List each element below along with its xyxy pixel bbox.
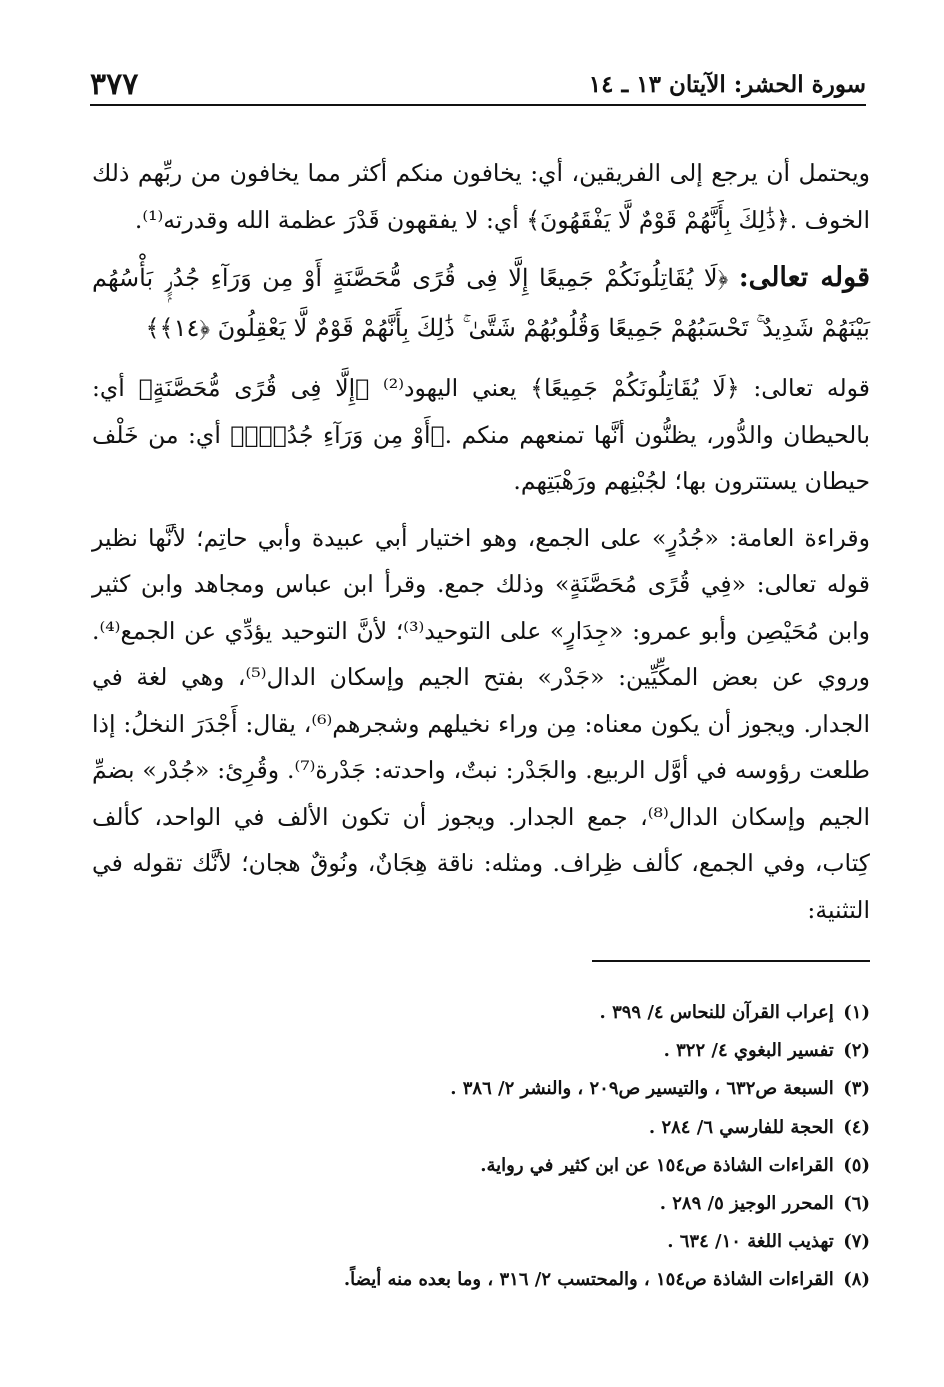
footnote-number: (٣) <box>843 1078 870 1100</box>
footnote-number: (٧) <box>843 1231 870 1253</box>
footnote-item <box>92 1147 870 1185</box>
footnote-item <box>92 1109 870 1147</box>
footnote-number: (٤) <box>843 1116 870 1138</box>
paragraph-2: قوله تعالى: ﴿لَا يُقَاتِلُونَكُمْ جَمِيعًا﴾ يعني اليهود⁽²⁾ ﴿إِلَّا فِى قُرًى مُّحَصَّنَةٍ﴾ أي: بالحيطان والدُّور، يظنُّون أنَّها تمنعهم منكم .﴿أَوْ مِن وَرَآءِ جُدُرٍۭ﴾ أي: من خَلْف حيطان يستترون بها؛ لجُبْنِهم ورَهْبَتِهم. <box>92 374 870 495</box>
paragraph-3: وقراءة العامة: «جُدُرٍ» على الجمع، وهو اختيار أبي عبيدة وأبي حاتِم؛ لأنَّها نظير قوله تعالى: «فِي قُرًى مُحَصَّنَةٍ» وذلك جمع. وقرأ ابن عباس ومجاهد وابن كثير وابن مُحَيْصِن وأبو عمرو: «جِدَارٍ» على التوحيد⁽³⁾؛ لأنَّ التوحيد يؤدِّي عن الجمع⁽⁴⁾. وروي عن بعض المكِّيِّين: «جَدْر» بفتح الجيم وإسكان الدال⁽⁵⁾، وهي لغة في الجدار. ويجوز أن يكون معناه: مِن وراء نخيلهم وشجرهم⁽⁶⁾، يقال: أَجْدَرَ النخلُ: إذا طلعت رؤوسه في أوَّل الربيع. والجَدْر: نبتٌ، واحدته: جَدْرة⁽⁷⁾. وقُرِئ: «جُدْر» بضمِّ الجيم وإسكان الدال⁽⁸⁾، جمع الجدار. ويجوز أن تكون الألف في الواحد، كألف كِتاب، وفي الجمع، كألف ظِراف. ومثله: ناقة هِجَانٌ، ونُوقٌ هجان؛ لأنَّك تقوله في التثنية: <box>92 523 870 924</box>
footnote-item <box>92 994 870 1032</box>
running-title: سورة الحشر: الآيتان ١٣ ـ ١٤ <box>588 71 866 98</box>
footnote-number: (٦) <box>843 1193 870 1215</box>
footnote-item <box>92 1185 870 1223</box>
footnote-number: (٥) <box>843 1154 870 1176</box>
footnote-text: إعراب القرآن للنحاس ٤/ ٣٩٩ . <box>599 1002 834 1023</box>
page-header <box>90 58 866 106</box>
footnote-text: السبعة ص٦٣٢ ، والتيسير ص٢٠٩ ، والنشر ٢/ ٣٨٦ . <box>450 1078 834 1100</box>
page-number: ٣٧٧ <box>90 67 139 102</box>
verse-block <box>92 253 870 353</box>
footnote-text: تهذيب اللغة ١٠/ ٦٣٤ . <box>667 1231 834 1253</box>
footnotes-list <box>92 994 870 1300</box>
verse-lead: قوله تعالى: <box>738 262 870 293</box>
footnote-number: (٨) <box>843 1269 870 1291</box>
footnote-item <box>92 1261 870 1299</box>
footnote-text: تفسير البغوي ٤/ ٣٢٢ . <box>663 1040 834 1062</box>
footnote-text: القراءات الشاذة ص١٥٤ ، والمحتسب ٢/ ٣١٦ ، وما بعده منه أيضاً. <box>343 1269 834 1291</box>
footnote-separator <box>592 960 870 962</box>
footnote-number: (١) <box>843 1002 870 1023</box>
footnote-text: الحجة للفارسي ٦/ ٢٨٤ . <box>648 1116 834 1138</box>
quran-verse: ﴿لَا يُقَاتِلُونَكُمْ جَمِيعًا إِلَّا فِى قُرًى مُّحَصَّنَةٍ أَوْ مِن وَرَآءِ جُدُرٍۭ بَأْسُهُم بَيْنَهُمْ شَدِيدٌ ۚ تَحْسَبُهُمْ جَمِيعًا وَقُلُوبُهُمْ شَتَّىٰ ۚ ذَٰلِكَ بِأَنَّهُمْ قَوْمٌ لَّا يَعْقِلُونَ ﴿١٤﴾﴾ <box>92 264 870 342</box>
footnote-text: المحرر الوجيز ٥/ ٢٨٩ . <box>659 1193 834 1215</box>
footnote-item <box>92 1032 870 1070</box>
body-text <box>92 150 870 943</box>
footnote-number: (٢) <box>843 1040 870 1062</box>
footnote-item <box>92 1070 870 1108</box>
paragraph-1: ويحتمل أن يرجع إلى الفريقين، أي: يخافون منكم أكثر مما يخافون من ربِّهم ذلك الخوف .﴿ذَٰلِكَ بِأَنَّهُمْ قَوْمٌ لَّا يَفْقَهُونَ﴾ أي: لا يفقهون قَدْرَ عظمة الله وقدرته⁽¹⁾. <box>92 159 870 234</box>
footnote-text: القراءات الشاذة ص١٥٤ عن ابن كثير في رواية. <box>480 1154 834 1176</box>
footnote-item <box>92 1223 870 1261</box>
